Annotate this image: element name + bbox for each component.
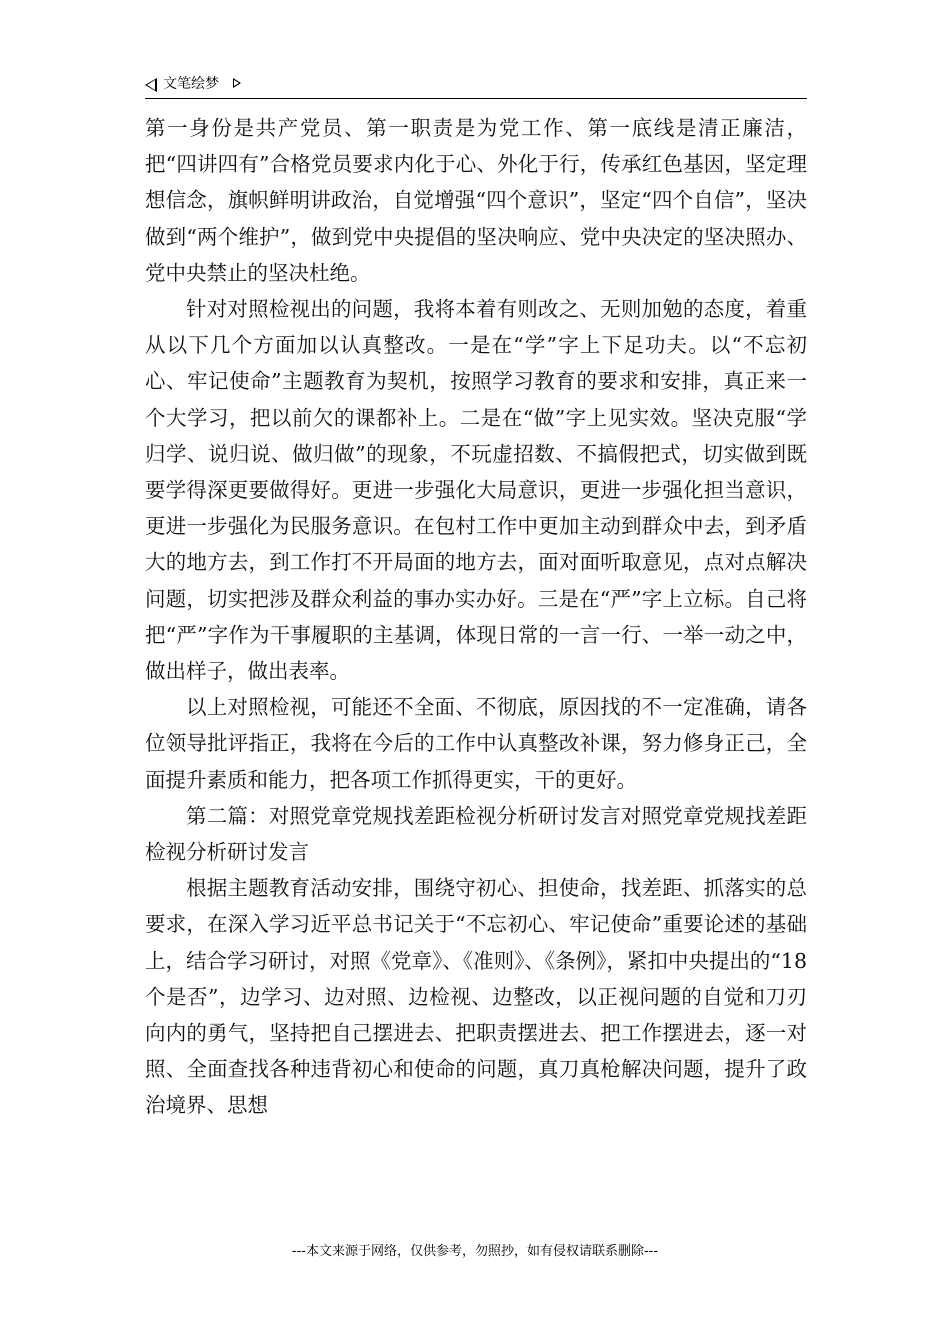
paragraph-3: 以上对照检视，可能还不全面、不彻底，原因找的不一定准确，请各位领导批评指正，我将在今后的工作中认真整改补课，努力修身正己，全面提升素质和能力，把各项工作抓得更实，干的更好。 (145, 695, 807, 792)
header-title: 文笔绘梦 (163, 76, 219, 92)
paragraph-1: 第一身份是共产党员、第一职责是为党工作、第一底线是清正廉洁，把“四讲四有”合格党员要求内化于心、外化于行，传承红色基因，坚定理想信念，旗帜鲜明讲政治，自觉增强“四个意识”，坚定“四个自信”，坚决做到“两个维护”，做到党中央提倡的坚决响应、党中央决定的坚决照办、党中央禁止的坚决杜绝。 (145, 116, 807, 285)
triangle-right-icon (233, 78, 241, 88)
section-heading: 第二篇：对照党章党规找差距检视分析研讨发言对照党章党规找差距检视分析研讨发言 (145, 803, 807, 865)
paragraph-4: 根据主题教育活动安排，围绕守初心、担使命，找差距、抓落实的总要求，在深入学习近平总书记关于“不忘初心、牢记使命”重要论述的基础上，结合学习研讨，对照《党章》、《准则》、《条例》，紧扣中央提出的“18个是否”，边学习、边对照、边检视、边整改，以正视问题的自觉和刀刃向内的勇气，坚持把自己摆进去、把职责摆进去、把工作摆进去，逐一对照、全面查找各种违背初心和使命的问题，真刀真枪解决问题，提升了政治境界、思想 (145, 876, 807, 1118)
document-body (145, 110, 807, 1124)
triangle-left-icon (145, 78, 157, 92)
page-footer: ---本文来源于网络，仅供参考，勿照抄，如有侵权请联系删除--- (291, 1244, 659, 1259)
paragraph-2: 针对对照检视出的问题，我将本着有则改之、无则加勉的态度，着重从以下几个方面加以认真整改。一是在“学”字上下足功夫。以“不忘初心、牢记使命”主题教育为契机，按照学习教育的要求和安排，真正来一个大学习，把以前欠的课都补上。二是在“做”字上见实效。坚决克服“学归学、说归说、做归做”的现象，不玩虚招数、不搞假把式，切实做到既要学得深更要做得好。更进一步强化大局意识，更进一步强化担当意识，更进一步强化为民服务意识。在包村工作中更加主动到群众中去，到矛盾大的地方去，到工作打不开局面的地方去，面对面听取意见，点对点解决问题，切实把涉及群众利益的事办实办好。三是在“严”字上立标。自己将把“严”字作为干事履职的主基调，体现日常的一言一行、一举一动之中，做出样子，做出表率。 (145, 297, 807, 684)
page-header (145, 74, 807, 99)
